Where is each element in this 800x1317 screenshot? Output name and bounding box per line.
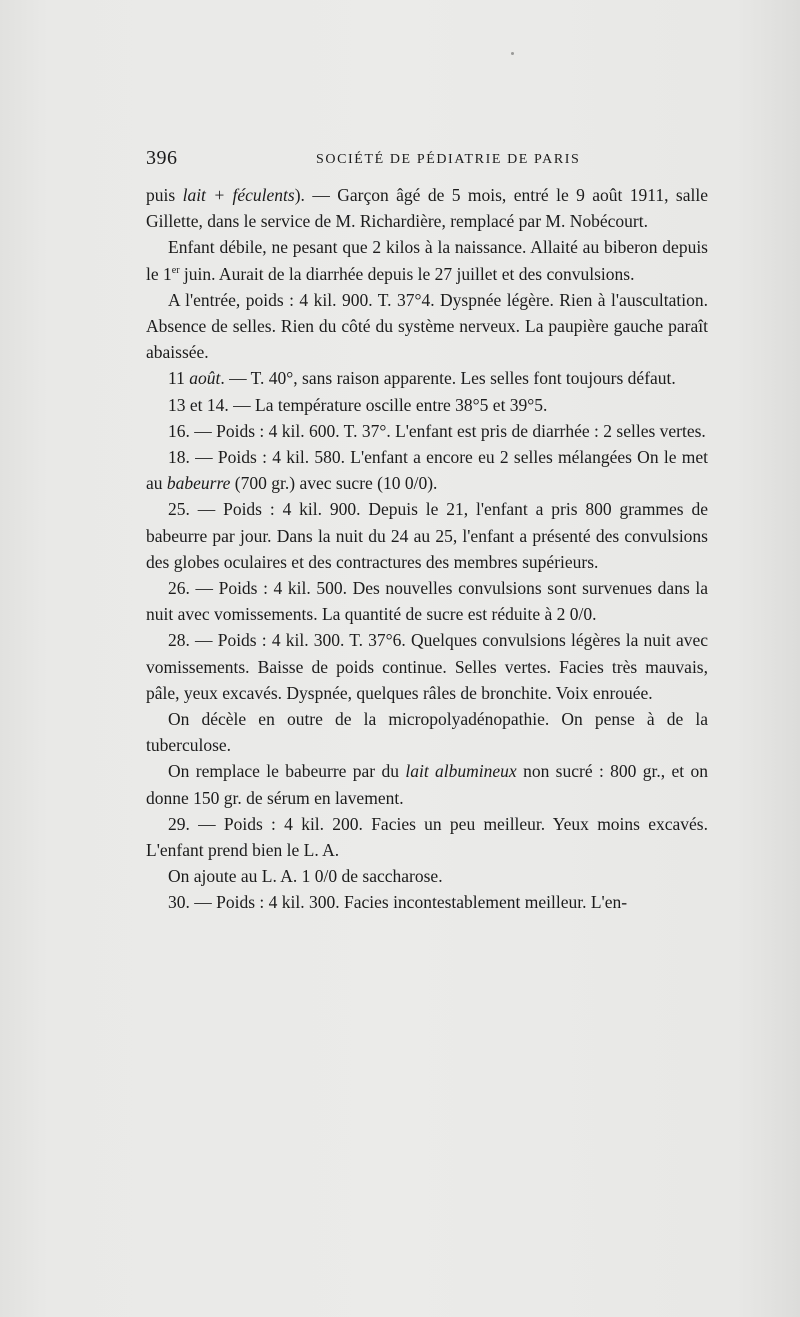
paragraph [146, 234, 708, 286]
paragraph: 26. — Poids : 4 kil. 500. Des nouvelles convulsions sont survenues dans la nuit avec vomissements. La quantité de sucre est réduite à 2 0/0. [146, 578, 708, 625]
paragraph: A l'entrée, poids : 4 kil. 900. T. 37°4. Dyspnée légère. Rien à l'auscultation. Absence de selles. Rien du côté du système nerveux. La paupière gauche paraît abaissée. [146, 289, 708, 363]
paper-speck [511, 52, 514, 55]
page-number: 396 [146, 147, 178, 169]
superscript: er [171, 264, 180, 276]
paragraph: 28. — Poids : 4 kil. 300. T. 37°6. Quelques convulsions légères la nuit avec vomissements. Baisse de poids continue. Selles vertes. Facies très mauvais, pâle, yeux excavés. Dyspnée, quelques râles de bronchite. Voix enrouée. [146, 630, 708, 703]
text-run: (700 gr.) avec sucre (10 0/0). [230, 473, 438, 494]
italic-text: lait + féculents [182, 185, 295, 205]
paragraph: 30. — Poids : 4 kil. 300. Facies incontestablement meilleur. L'en- [168, 892, 628, 913]
paragraph [146, 365, 708, 391]
paragraph: On ajoute au L. A. 1 0/0 de saccharose. [168, 866, 443, 887]
paragraph [146, 444, 708, 496]
paragraph [146, 758, 708, 810]
paragraph: 16. — Poids : 4 kil. 600. T. 37°. L'enfant est pris de diarrhée : 2 selles vertes. [168, 420, 706, 441]
text-run: On remplace le babeurre par du [168, 761, 406, 782]
text-run: puis [146, 185, 183, 205]
paragraph: 29. — Poids : 4 kil. 200. Facies un peu meilleur. Yeux moins excavés. L'enfant prend bien le L. A. [146, 813, 708, 861]
text-run: Enfant débile, ne pesant que 2 kilos à la naissance. Allaité au biberon depuis le [146, 237, 708, 284]
text-run: non sucré : 800 gr., et on donne 150 gr. de sérum en lavement. [146, 761, 708, 808]
text-run: 1 [163, 263, 172, 284]
italic-text: août [189, 368, 221, 389]
text-run: 18. — Poids : 4 kil. 580. L'enfant a encore eu 2 selles mélangées On le met au [146, 447, 708, 494]
italic-text: babeurre [166, 473, 231, 494]
page-header [146, 147, 706, 177]
body-text [146, 182, 708, 916]
text-run: 11 [168, 368, 190, 389]
running-title: SOCIÉTÉ DE PÉDIATRIE DE PARIS [316, 152, 581, 167]
text-run: . — T. 40°, sans raison apparente. Les selles font toujours défaut. [220, 368, 676, 389]
paragraph [146, 182, 708, 234]
italic-text: lait albumineux [405, 761, 517, 782]
paragraph: On décèle en outre de la micropolyadénopathie. On pense à de la tuberculose. [146, 709, 708, 756]
text-run: ). — Garçon âgé de 5 mois, entré le 9 août 1911, salle Gillette, dans le service de M. Richardière, remplacé par M. Nobécourt. [146, 185, 708, 232]
paragraph: 13 et 14. — La température oscille entre 38°5 et 39°5. [168, 394, 548, 415]
text-run: juin. Aurait de la diarrhée depuis le 27 juillet et des convulsions. [179, 263, 635, 284]
paragraph: 25. — Poids : 4 kil. 900. Depuis le 21, l'enfant a pris 800 grammes de babeurre par jour. Dans la nuit du 24 au 25, l'enfant a présenté des convulsions des globes oculaires et des contractures des membres supérieurs. [146, 499, 708, 572]
